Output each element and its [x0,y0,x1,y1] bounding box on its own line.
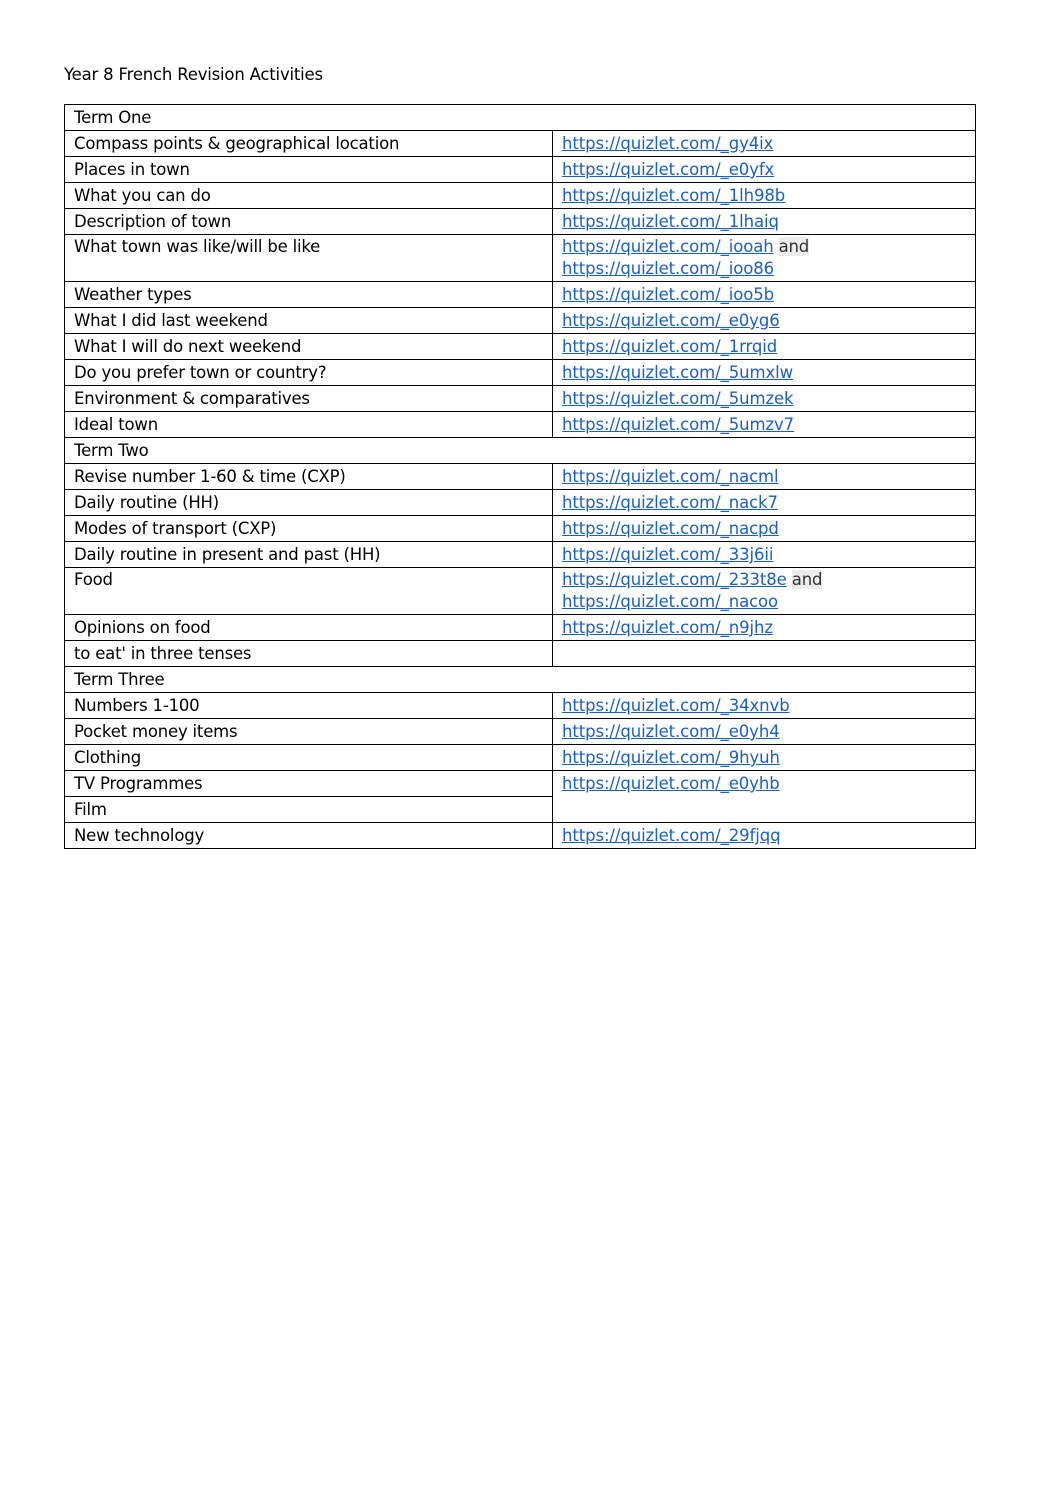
link-cell [553,183,976,209]
table-row [65,568,976,615]
quizlet-link[interactable]: https://quizlet.com/_34xnvb [562,696,790,715]
topic-cell: Compass points & geographical location [65,131,553,157]
topic-cell: What I did last weekend [65,308,553,334]
table-row [65,360,976,386]
quizlet-link[interactable]: https://quizlet.com/_ioo5b [562,285,774,304]
topic-cell: Modes of transport (CXP) [65,516,553,542]
topic-cell: Places in town [65,157,553,183]
link-cell [553,568,976,615]
link-cell [553,516,976,542]
quizlet-link[interactable]: https://quizlet.com/_1rrqid [562,337,778,356]
table-row [65,719,976,745]
topic-cell: Clothing [65,745,553,771]
topic-cell: What I will do next weekend [65,334,553,360]
topic-cell: New technology [65,823,553,849]
table-row [65,615,976,641]
table-row [65,823,976,849]
and-joiner: and [778,237,810,256]
table-row [65,542,976,568]
term-heading-row [65,438,976,464]
topic-cell: Weather types [65,282,553,308]
topic-cell: Environment & comparatives [65,386,553,412]
link-cell [553,745,976,771]
topic-cell: Daily routine (HH) [65,490,553,516]
quizlet-link[interactable]: https://quizlet.com/_gy4ix [562,134,774,153]
link-cell [553,412,976,438]
quizlet-link[interactable]: https://quizlet.com/_233t8e [562,570,787,589]
link-cell [553,360,976,386]
empty-link-cell [553,641,976,667]
topic-cell: Opinions on food [65,615,553,641]
topic-cell: Do you prefer town or country? [65,360,553,386]
quizlet-link[interactable]: https://quizlet.com/_e0yg6 [562,311,780,330]
quizlet-link[interactable]: https://quizlet.com/_nack7 [562,493,778,512]
revision-table [64,104,976,849]
quizlet-link[interactable]: https://quizlet.com/_5umzek [562,389,794,408]
quizlet-link[interactable]: https://quizlet.com/_iooah [562,237,774,256]
quizlet-link[interactable]: https://quizlet.com/_ioo86 [562,259,774,278]
table-row [65,516,976,542]
quizlet-link[interactable]: https://quizlet.com/_29fjqq [562,826,781,845]
topic-cell: Ideal town [65,412,553,438]
term-heading: Term One [65,105,976,131]
table-row [65,157,976,183]
quizlet-link[interactable]: https://quizlet.com/_e0yh4 [562,722,780,741]
quizlet-link[interactable]: https://quizlet.com/_5umxlw [562,363,793,382]
quizlet-link[interactable]: https://quizlet.com/_e0yfx [562,160,775,179]
quizlet-link[interactable]: https://quizlet.com/_1lhaiq [562,212,779,231]
topic-cell: Numbers 1-100 [65,693,553,719]
quizlet-link[interactable]: https://quizlet.com/_9hyuh [562,748,780,767]
quizlet-link[interactable]: https://quizlet.com/_n9jhz [562,618,773,637]
quizlet-link[interactable]: https://quizlet.com/_nacoo [562,592,779,611]
term-heading-row [65,105,976,131]
topic-cell: TV Programmes [65,771,553,797]
topic-cell: Revise number 1-60 & time (CXP) [65,464,553,490]
quizlet-link[interactable]: https://quizlet.com/_5umzv7 [562,415,795,434]
link-cell [553,157,976,183]
term-heading: Term Two [65,438,976,464]
quizlet-link[interactable]: https://quizlet.com/_nacml [562,467,779,486]
topic-cell: to eat' in three tenses [65,641,553,667]
link-cell [553,464,976,490]
link-cell [553,771,976,823]
quizlet-link[interactable]: https://quizlet.com/_e0yhb [562,774,780,793]
topic-cell: What town was like/will be like [65,235,553,282]
table-row [65,308,976,334]
topic-cell: Film [65,797,553,823]
table-row [65,282,976,308]
table-row [65,464,976,490]
table-row [65,771,976,797]
table-row [65,183,976,209]
link-cell [553,282,976,308]
topic-cell: Food [65,568,553,615]
topic-cell: What you can do [65,183,553,209]
topic-cell: Pocket money items [65,719,553,745]
term-heading-row [65,667,976,693]
link-cell [553,490,976,516]
link-cell [553,615,976,641]
table-row [65,412,976,438]
and-joiner: and [791,570,823,589]
link-cell [553,131,976,157]
table-row [65,641,976,667]
table-row [65,131,976,157]
table-row [65,490,976,516]
document-title: Year 8 French Revision Activities [64,65,323,84]
link-cell [553,542,976,568]
link-cell [553,386,976,412]
link-cell [553,719,976,745]
table-row [65,334,976,360]
topic-cell: Description of town [65,209,553,235]
table-row [65,235,976,282]
table-row [65,386,976,412]
link-cell [553,235,976,282]
quizlet-link[interactable]: https://quizlet.com/_1lh98b [562,186,786,205]
term-heading: Term Three [65,667,976,693]
table-row [65,209,976,235]
link-cell [553,823,976,849]
link-cell [553,334,976,360]
quizlet-link[interactable]: https://quizlet.com/_33j6ii [562,545,774,564]
topic-cell: Daily routine in present and past (HH) [65,542,553,568]
table-row [65,745,976,771]
link-cell [553,308,976,334]
quizlet-link[interactable]: https://quizlet.com/_nacpd [562,519,779,538]
link-cell [553,693,976,719]
link-cell [553,209,976,235]
table-row [65,693,976,719]
